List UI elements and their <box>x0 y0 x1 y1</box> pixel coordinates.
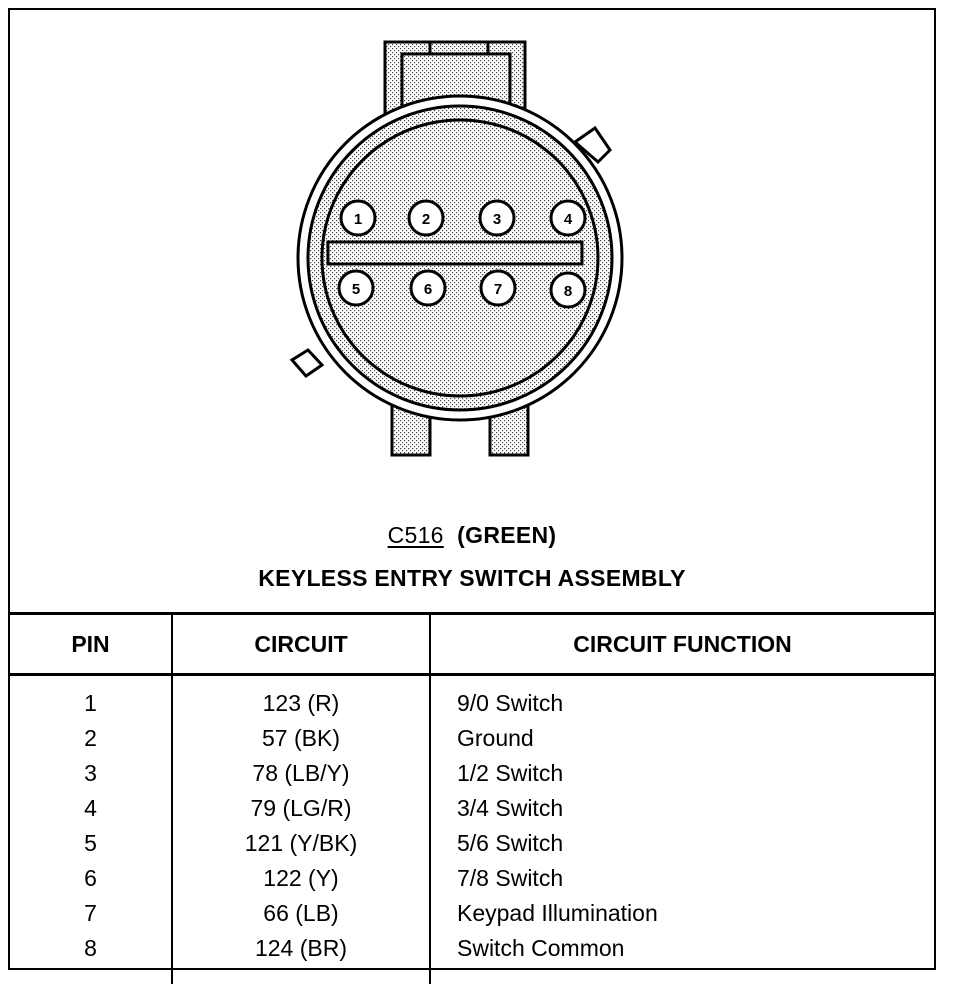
pin-label: 7 <box>493 281 503 298</box>
circuit-cell: 66 (LB) <box>172 896 430 931</box>
header-circuit-function: CIRCUIT FUNCTION <box>430 614 934 675</box>
pin-3 <box>480 201 514 235</box>
function-cell: 3/4 Switch <box>430 791 934 826</box>
connector-face-drawing <box>10 10 934 610</box>
pin-table <box>10 612 934 984</box>
function-cell: Switch Common <box>430 931 934 984</box>
pin-label: 6 <box>423 281 433 298</box>
connector-id: C516 <box>387 522 444 548</box>
connector-diagram-area <box>10 10 934 610</box>
pin-cell: 6 <box>84 865 97 891</box>
pin-7 <box>481 271 515 305</box>
circuit-cell: 78 (LB/Y) <box>172 756 430 791</box>
table-header-row <box>10 614 934 675</box>
function-cell: 5/6 Switch <box>430 826 934 861</box>
table-row <box>10 791 934 826</box>
header-pin: PIN <box>10 614 172 675</box>
function-cell: 1/2 Switch <box>430 756 934 791</box>
pin-label: 5 <box>351 281 361 298</box>
connector-caption <box>10 522 934 549</box>
center-rib <box>328 242 582 264</box>
pin-label: 1 <box>353 211 363 228</box>
pin-8 <box>551 273 585 307</box>
table-row <box>10 826 934 861</box>
function-cell: Keypad Illumination <box>430 896 934 931</box>
pin-2 <box>409 201 443 235</box>
pin-label: 4 <box>563 211 573 228</box>
table-row <box>10 675 934 722</box>
pin-cell: 5 <box>84 830 97 856</box>
function-cell: Ground <box>430 721 934 756</box>
pin-6 <box>411 271 445 305</box>
pin-cell: 3 <box>84 760 97 786</box>
function-cell: 7/8 Switch <box>430 861 934 896</box>
diagram-frame <box>8 8 936 970</box>
circuit-cell: 124 (BR) <box>172 931 430 984</box>
pin-label: 2 <box>421 211 431 228</box>
pin-cell: 8 <box>84 935 97 961</box>
table-row <box>10 931 934 984</box>
header-circuit: CIRCUIT <box>172 614 430 675</box>
table-row <box>10 896 934 931</box>
function-cell: 9/0 Switch <box>430 675 934 722</box>
table-row <box>10 756 934 791</box>
circuit-cell: 123 (R) <box>172 675 430 722</box>
circuit-cell: 121 (Y/BK) <box>172 826 430 861</box>
pin-label: 3 <box>492 211 502 228</box>
circuit-cell: 122 (Y) <box>172 861 430 896</box>
table-row <box>10 721 934 756</box>
pin-cell: 2 <box>84 725 97 751</box>
pin-label: 8 <box>563 283 573 300</box>
pin-5 <box>339 271 373 305</box>
pin-1 <box>341 201 375 235</box>
connector-name: KEYLESS ENTRY SWITCH ASSEMBLY <box>258 565 686 591</box>
table-row <box>10 861 934 896</box>
circuit-cell: 57 (BK) <box>172 721 430 756</box>
circuit-cell: 79 (LG/R) <box>172 791 430 826</box>
connector-color: (GREEN) <box>457 522 557 548</box>
pin-cell: 1 <box>84 690 97 716</box>
pin-cell: 4 <box>84 795 97 821</box>
left-key-tab <box>292 350 322 376</box>
pin-4 <box>551 201 585 235</box>
pin-cell: 7 <box>84 900 97 926</box>
